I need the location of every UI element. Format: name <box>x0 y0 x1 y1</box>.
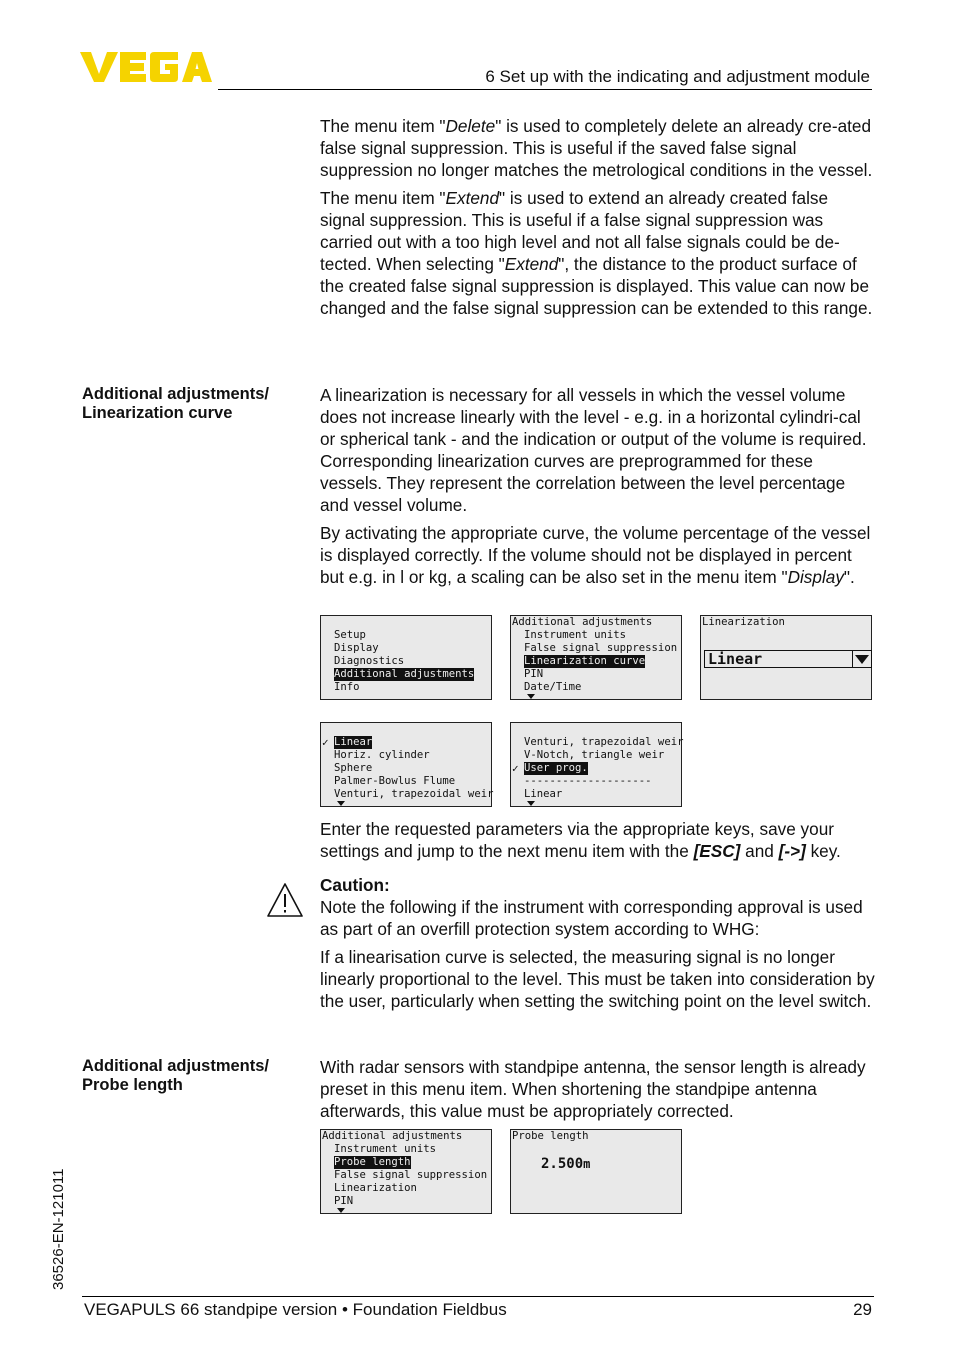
caution-p1: Note the following if the instrument with corresponding approval is used as part of an overfill protection system according to WHG: <box>320 897 863 939</box>
scroll-down-icon <box>337 1208 345 1213</box>
scroll-down-icon <box>337 801 345 806</box>
probe-length-value: 2.500m <box>541 1156 591 1172</box>
screen-probe-length: Probe length 2.500m <box>510 1129 682 1214</box>
footer-rule <box>82 1296 874 1297</box>
extend-paragraph: The menu item "Extend" is used to extend an already created false signal suppression. This is useful if a false signal suppression was carried out with a too high level and not all false signals could be de-tected. When selecting "Extend", the distance to the product surface of the created false signal suppression is displayed. This value can now be changed and the false signal suppression can be extended to this range. <box>320 188 873 318</box>
caution-p2: If a linearisation curve is selected, the measuring signal is no longer linearly proportional to the level. This must be taken into consideration by the user, particularly when setting the switching point on the level switch. <box>320 947 875 1011</box>
document-code: 36526-EN-121011 <box>50 1168 67 1290</box>
screen-curve-list: ✓ Linear Horiz. cylinder Sphere Palmer-Bowlus Flume Venturi, trapezoidal weir <box>320 722 492 807</box>
caution-block <box>320 874 875 1012</box>
scroll-down-icon <box>527 801 535 806</box>
linearization-p1: A linearization is necessary for all vessels in which the vessel volume does not increase linearly with the level - e.g. in a horizontal cylindri-cal or spherical tank - and the indication or output of the volume is required. Corresponding linearization curves are preprogrammed for these vessels. They represent the correlation between the level percentage and vessel volume. <box>320 385 867 515</box>
vega-logo <box>80 50 212 84</box>
intro-text <box>320 115 875 319</box>
scroll-down-icon <box>527 694 535 699</box>
screen-additional-adjustments-2: Additional adjustments Instrument units Probe length False signal suppression Linearization PIN <box>320 1129 492 1214</box>
delete-paragraph: The menu item "Delete" is used to completely delete an already cre-ated false signal suppression. This is useful if the saved false signal suppression no longer matches the metrological conditions in the vessel. <box>320 116 873 180</box>
screen-additional-adjustments: Additional adjustments Instrument units False signal suppression Linearization curve PIN Date/Time <box>510 615 682 700</box>
linearization-p2: By activating the appropriate curve, the volume percentage of the vessel is displayed correctly. If the volume should not be displayed in percent but e.g. in l or kg, a scaling can be also set in the menu item "Display". <box>320 523 871 587</box>
header-title: 6 Set up with the indicating and adjustment module <box>485 67 870 86</box>
header-rule <box>218 89 872 90</box>
check-icon: ✓ <box>322 736 329 749</box>
page-number: 29 <box>853 1300 872 1319</box>
screen-curve-list-2: Venturi, trapezoidal weir V-Notch, triangle weir ✓ User prog. -------------------- Linear <box>510 722 682 807</box>
probe-length-heading: Additional adjustments/ Probe length <box>82 1057 270 1094</box>
dropdown-arrow-icon <box>852 651 871 667</box>
warning-icon <box>266 882 304 918</box>
probe-length-text: With radar sensors with standpipe antenna, the sensor length is already preset in this menu item. When shortening the standpipe antenna afterwards, this value must be appropriately corrected. <box>320 1057 866 1121</box>
linearization-text <box>320 384 875 588</box>
screen-linearization: Linearization Linear <box>700 615 872 700</box>
enter-parameters-text: Enter the requested parameters via the appropriate keys, save your settings and jump to the next menu item with the [ESC] and [->] key. <box>320 819 841 861</box>
caution-title: Caution: <box>320 875 390 895</box>
screen-main-menu: Setup Display Diagnostics Additional adjustments Info <box>320 615 492 700</box>
footer-product: VEGAPULS 66 standpipe version • Foundation Fieldbus <box>84 1300 507 1319</box>
check-icon: ✓ <box>512 762 519 775</box>
linearization-select: Linear <box>704 650 872 668</box>
linearization-heading: Additional adjustments/ Linearization curve <box>82 385 270 422</box>
